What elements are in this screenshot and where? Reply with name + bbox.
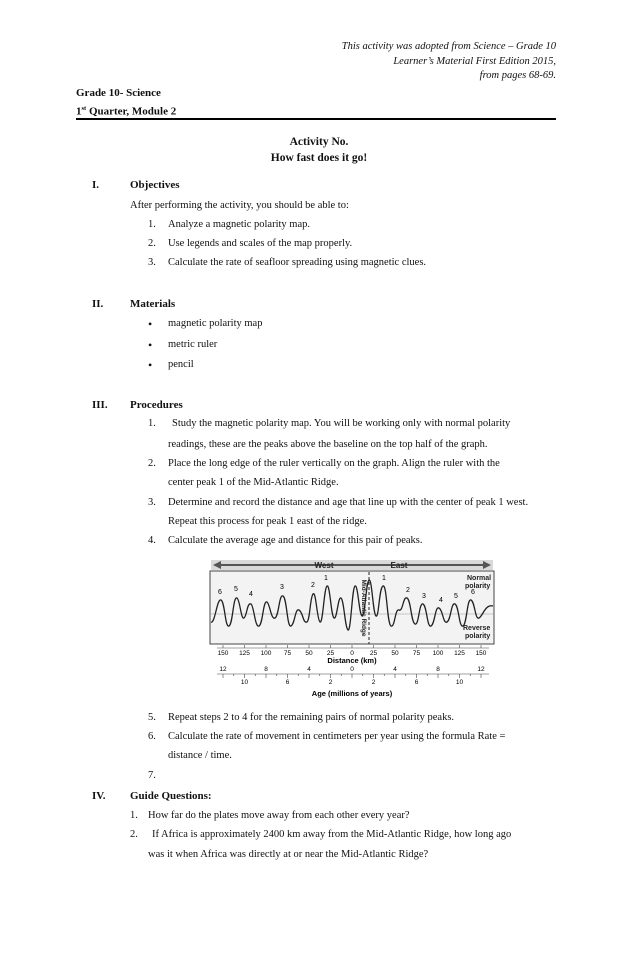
step-text: Determine and record the distance and age that line up with the center of peak 1 west.	[168, 497, 529, 508]
age-tick-label-bottom: 2	[371, 679, 376, 686]
age-tick-label-bottom: 2	[328, 679, 333, 686]
distance-tick-label: 100	[432, 650, 444, 657]
objectives-numeral: I.	[92, 179, 100, 191]
citation-line-2: Learner’s Material First Edition 2015,	[393, 55, 556, 67]
question-text: If Africa is approximately 2400 km away from the Mid-Atlantic Ridge, how long ago	[152, 829, 512, 840]
objective-text: Use legends and scales of the map properly.	[168, 238, 353, 249]
peak-east-6: 6	[471, 589, 475, 596]
material-item: pencil	[168, 359, 194, 370]
bullet-icon: •	[148, 358, 153, 372]
question-text: How far do the plates move away from each other every year?	[148, 810, 410, 821]
material-item: metric ruler	[168, 339, 218, 350]
quarter-number: 1	[76, 105, 82, 118]
age-tick-label-bottom: 6	[285, 679, 290, 686]
materials-numeral: II.	[92, 298, 104, 310]
distance-tick-label: 50	[305, 650, 313, 657]
peak-west-4: 4	[249, 591, 253, 598]
quarter-suffix: st	[81, 105, 87, 112]
objective-text: Analyze a magnetic polarity map.	[168, 219, 310, 230]
peak-east-2: 2	[406, 587, 410, 594]
distance-tick-label: 0	[350, 650, 354, 657]
materials-heading: Materials	[130, 298, 176, 310]
activity-title: How fast does it go!	[270, 152, 368, 164]
step-number: 4.	[148, 535, 156, 546]
age-tick-label-top: 0	[350, 666, 354, 673]
bullet-icon: •	[148, 338, 153, 352]
step-text: Place the long edge of the ruler vertically on the graph. Align the ruler with the	[168, 458, 500, 469]
question-number: 2.	[130, 829, 138, 840]
citation	[342, 40, 556, 84]
peak-west-3: 3	[280, 584, 284, 591]
step-number: 6.	[148, 731, 156, 742]
peak-east-5: 5	[454, 593, 458, 600]
peak-east-4: 4	[439, 597, 443, 604]
normal-polarity-label-2: polarity	[465, 583, 491, 590]
step-text: Repeat steps 2 to 4 for the remaining pairs of normal polarity peaks.	[168, 712, 455, 723]
distance-tick-label: 150	[217, 650, 229, 657]
age-tick-label-top: 4	[307, 666, 311, 673]
activity-title-block	[0, 134, 638, 166]
step-number: 3.	[148, 497, 156, 508]
distance-tick-label: 25	[369, 650, 378, 657]
age-tick-label-top: 4	[393, 666, 397, 673]
age-tick-label-top: 12	[477, 666, 485, 673]
citation-line-1: This activity was adopted from Science – Grade 10	[341, 41, 556, 52]
reverse-polarity-label-2: polarity	[465, 633, 491, 640]
step-text: center peak 1 of the Mid-Atlantic Ridge.	[168, 477, 339, 488]
peak-west-2: 2	[311, 582, 315, 589]
normal-polarity-line-1: Normal	[467, 575, 492, 582]
step-text: Study the magnetic polarity map. You will be working only with normal polarity	[172, 418, 511, 429]
age-tick-label-top: 12	[219, 666, 227, 673]
west-label: West	[314, 561, 334, 570]
question-text: was it when Africa was directly at or near the Mid-Atlantic Ridge?	[148, 849, 429, 860]
header-rule	[76, 118, 556, 120]
age-axis-label: Age (millions of years)	[311, 689, 393, 698]
activity-number: Activity No.	[289, 136, 349, 148]
peak-west-1: 1	[324, 575, 328, 582]
objective-number: 2.	[148, 238, 156, 249]
peak-east-3: 3	[422, 593, 426, 600]
citation-line-3: from pages 68-69.	[479, 70, 556, 81]
step-text: Repeat this process for peak 1 east of the ridge.	[168, 516, 367, 527]
distance-tick-label: 125	[454, 650, 465, 657]
east-label: East	[390, 561, 408, 570]
quarter-label	[76, 101, 176, 120]
distance-axis-label: Distance (km)	[327, 656, 377, 665]
objective-number: 3.	[148, 257, 156, 268]
distance-tick-label: 100	[260, 650, 272, 657]
step-number: 5.	[148, 712, 156, 723]
distance-tick-label: 75	[412, 650, 421, 657]
bullet-icon: •	[148, 317, 153, 331]
age-tick-label-bottom: 6	[414, 679, 419, 686]
material-item: magnetic polarity map	[168, 318, 263, 329]
peak-east-1: 1	[382, 575, 386, 582]
objectives-intro: After performing the activity, you should be able to:	[130, 200, 349, 211]
guide-heading: Guide Questions:	[130, 790, 212, 802]
magnetic-polarity-map	[209, 558, 495, 700]
age-tick-label-bottom: 10	[240, 679, 249, 686]
distance-tick-label: 150	[475, 650, 487, 657]
distance-tick-label: 25	[326, 650, 335, 657]
question-number: 1.	[130, 810, 138, 821]
age-tick-label-top: 8	[264, 666, 268, 673]
reverse-polarity-label: Reverse	[463, 625, 491, 632]
step-text: distance / time.	[168, 750, 232, 761]
distance-tick-label: 75	[283, 650, 292, 657]
distance-tick-label: 125	[239, 650, 250, 657]
distance-tick-label: 50	[391, 650, 399, 657]
procedures-heading: Procedures	[130, 399, 183, 411]
step-number: 1.	[148, 418, 156, 429]
objectives-heading: Objectives	[130, 179, 180, 191]
step-text: readings, these are the peaks above the baseline on the top half of the graph.	[168, 439, 488, 450]
peak-west-6: 6	[218, 589, 222, 596]
guide-numeral: IV.	[92, 790, 106, 802]
age-tick-label-bottom: 10	[455, 679, 464, 686]
step-number: 7.	[148, 770, 156, 781]
objective-text: Calculate the rate of seafloor spreading using magnetic clues.	[168, 257, 427, 268]
peak-west-5: 5	[234, 586, 238, 593]
step-number: 2.	[148, 458, 156, 469]
grade-label: Grade 10- Science	[76, 87, 161, 99]
age-tick-label-top: 8	[436, 666, 440, 673]
step-text: Calculate the rate of movement in centimeters per year using the formula Rate =	[168, 731, 506, 742]
objective-number: 1.	[148, 219, 156, 230]
normal-polarity-label	[467, 575, 491, 582]
procedures-numeral: III.	[92, 399, 108, 411]
quarter-text: Quarter, Module 2	[86, 105, 177, 118]
document-header	[76, 86, 176, 120]
ridge-label: Mid-Atlantic Ridge	[360, 579, 367, 637]
step-text: Calculate the average age and distance for this pair of peaks.	[168, 535, 423, 546]
